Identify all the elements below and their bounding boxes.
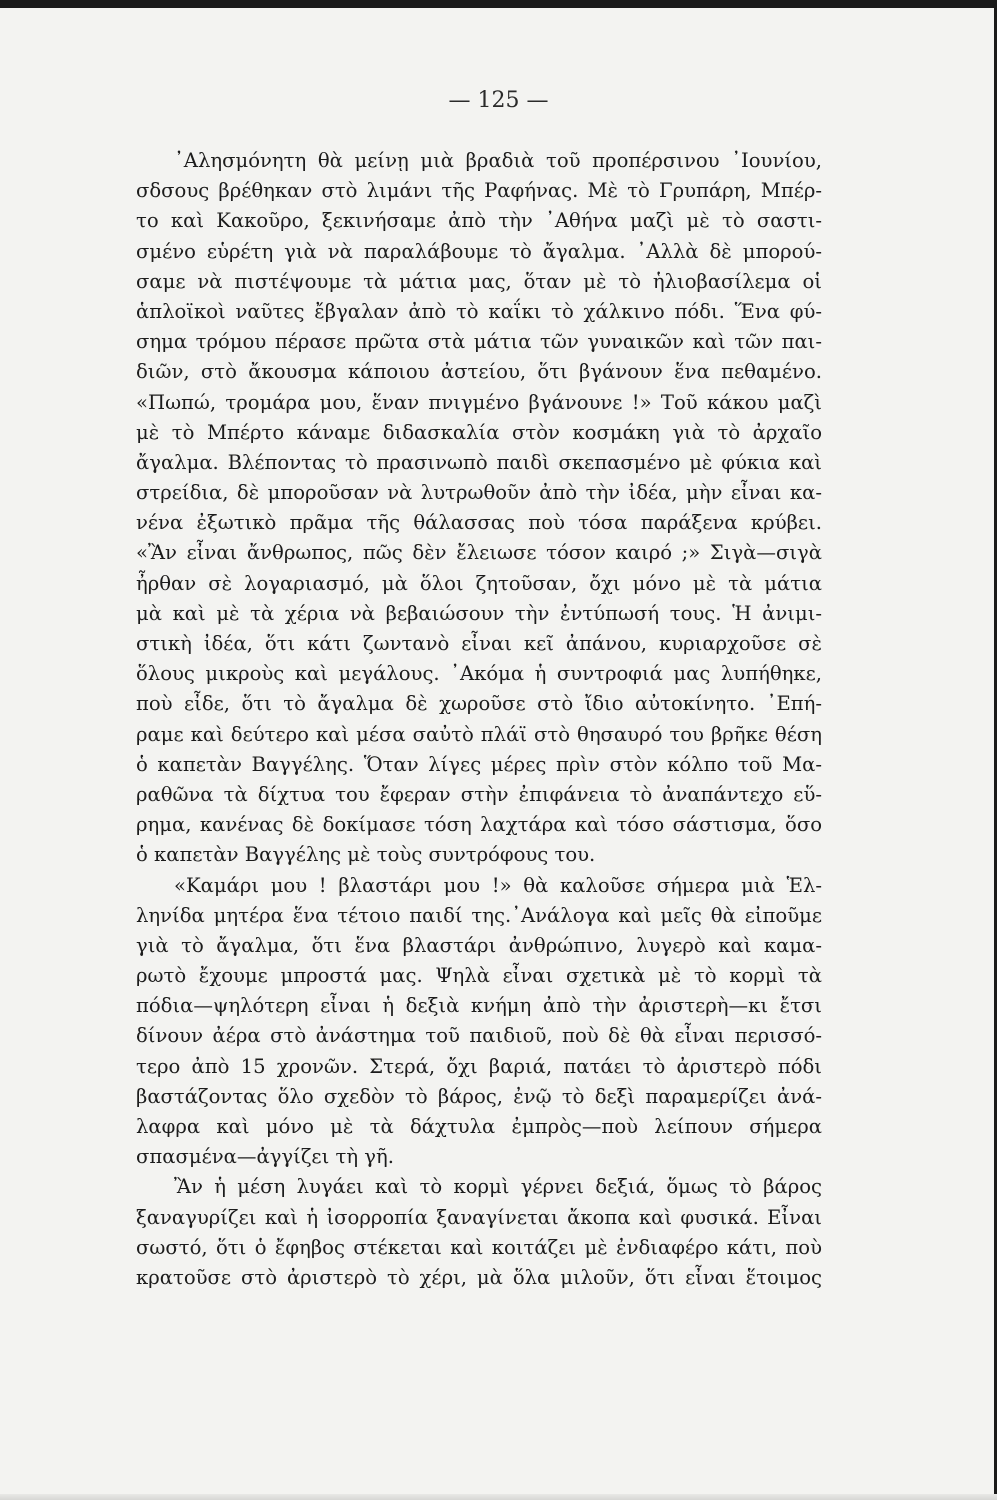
text-line: ὅλους μικροὺς καὶ μεγάλους. ᾿Ακόμα ἡ συντροφιά μας λυπήθηκε, [136, 662, 822, 686]
text-line: το καὶ Κακοῦρο, ξεκινήσαμε ἀπὸ τὴν ᾿Αθήνα μαζὶ μὲ τὸ σαστι- [136, 209, 822, 233]
text-line: ληνίδα μητέρα ἕνα τέτοιο παιδί της.᾿Ανάλογα καὶ μεῖς θὰ εἰποῦμε [136, 903, 822, 927]
text-line: νένα ἐξωτικὸ πρᾶμα τῆς θάλασσας ποὺ τόσα παράξενα κρύβει. [136, 511, 822, 535]
text-line: σπασμένα—ἀγγίζει τὴ γῆ. [136, 1145, 394, 1169]
text-line: τερο ἀπὸ 15 χρονῶν. Στερά, ὄχι βαριά, πατάει τὸ ἀριστερὸ πόδι [136, 1054, 822, 1078]
text-line: «Ἂν εἶναι ἄνθρωπος, πῶς δὲν ἔλειωσε τόσον καιρό ;» Σιγὰ—σιγὰ [136, 541, 822, 565]
text-line: ξαναγυρίζει καὶ ἡ ἰσορροπία ξαναγίνεται ἄκοπα καὶ φυσικά. Εἶναι [136, 1205, 822, 1229]
text-line: δίνουν ἀέρα στὸ ἀνάστημα τοῦ παιδιοῦ, ποὺ δὲ θὰ εἶναι περισσό- [136, 1024, 822, 1048]
body-text [136, 146, 822, 1293]
text-line: ἄγαλμα. Βλέποντας τὸ πρασινωπὸ παιδὶ σκεπασμένο μὲ φύκια καὶ [136, 450, 822, 474]
text-line: σημα τρόμου πέρασε πρῶτα στὰ μάτια τῶν γυναικῶν καὶ τῶν παι- [136, 330, 822, 354]
text-line: σωστό, ὅτι ὁ ἔφηβος στέκεται καὶ κοιτάζει μὲ ἐνδιαφέρο κάτι, ποὺ [136, 1235, 822, 1259]
text-line: ρωτὸ ἔχουμε μπροστά μας. Ψηλὰ εἶναι σχετικὰ μὲ τὸ κορμὶ τὰ [136, 964, 822, 988]
text-line: βαστάζοντας ὅλο σχεδὸν τὸ βάρος, ἐνῷ τὸ δεξὶ παραμερίζει ἀνά- [136, 1084, 822, 1108]
text-line: στρείδια, δὲ μποροῦσαν νὰ λυτρωθοῦν ἀπὸ τὴν ἰδέα, μὴν εἶναι κα- [136, 481, 822, 505]
text-line: σδσους βρέθηκαν στὸ λιμάνι τῆς Ραφήνας. Μὲ τὸ Γρυπάρη, Μπέρ- [136, 179, 822, 203]
text-line: σμένο εὑρέτη γιὰ νὰ παραλάβουμε τὸ ἄγαλμα. ᾿Αλλὰ δὲ μπορού- [136, 239, 822, 263]
text-line: μὰ καὶ μὲ τὰ χέρια νὰ βεβαιώσουν τὴν ἐντύπωσή τους. Ἡ ἀνιμι- [136, 601, 822, 625]
text-line: κρατοῦσε στὸ ἀριστερὸ τὸ χέρι, μὰ ὅλα μιλοῦν, ὅτι εἶναι ἕτοιμος [136, 1265, 822, 1289]
text-line: ὁ καπετὰν Βαγγέλης. Ὅταν λίγες μέρες πρὶν στὸν κόλπο τοῦ Μα- [136, 752, 822, 776]
text-line: ᾿Αλησμόνητη θὰ μείνῃ μιὰ βραδιὰ τοῦ προπέρσινου ᾿Ιουνίου, [174, 149, 822, 172]
text-line: λαφρα καὶ μόνο μὲ τὰ δάχτυλα ἐμπρὸς—ποὺ λείπουν σήμερα [136, 1115, 822, 1138]
text-line: ραμε καὶ δεύτερο καὶ μέσα σαὐτὸ πλάϊ στὸ θησαυρό του βρῆκε θέση [136, 722, 822, 746]
text-line: ἦρθαν σὲ λογαριασμό, μὰ ὅλοι ζητοῦσαν, ὄχι μόνο μὲ τὰ μάτια [136, 571, 822, 595]
text-line: ρημα, κανένας δὲ δοκίμασε τόση λαχτάρα καὶ τόσο σάστισμα, ὅσο [136, 813, 822, 837]
text-line: μὲ τὸ Μπέρτο κάναμε διδασκαλία στὸν κοσμάκη γιὰ τὸ ἀρχαῖο [136, 420, 822, 444]
text-line: «Καμάρι μου ! βλαστάρι μου !» θὰ καλοῦσε σήμερα μιὰ Ἑλ- [174, 873, 822, 897]
text-line: γιὰ τὸ ἄγαλμα, ὅτι ἕνα βλαστάρι ἀνθρώπινο, λυγερὸ καὶ καμα- [136, 933, 822, 957]
text-line: «Πωπώ, τρομάρα μου, ἕναν πνιγμένο βγάνουνε !» Τοῦ κάκου μαζὶ [136, 390, 822, 414]
text-line: σαμε νὰ πιστέψουμε τὰ μάτια μας, ὅταν μὲ τὸ ἡλιοβασίλεμα οἱ [136, 269, 822, 293]
scan-bottom-edge [0, 1494, 997, 1500]
text-line: ὁ καπετὰν Βαγγέλης μὲ τοὺς συντρόφους του. [136, 843, 596, 867]
text-line: ἁπλοϊκοὶ ναῦτες ἔβγαλαν ἀπὸ τὸ καΐκι τὸ χάλκινο πόδι. Ἕνα φύ- [136, 299, 822, 323]
text-line: Ἂν ἡ μέση λυγάει καὶ τὸ κορμὶ γέρνει δεξιά, ὅμως τὸ βάρος [174, 1175, 822, 1199]
text-line: ραθῶνα τὰ δίχτυα του ἔφεραν στὴν ἐπιφάνεια τὸ ἀναπάντεχο εὕ- [136, 782, 822, 806]
text-line: πόδια—ψηλότερη εἶναι ἡ δεξιὰ κνήμη ἀπὸ τὴν ἀριστερὴ—κι ἔτσι [136, 994, 822, 1018]
text-line: ποὺ εἶδε, ὅτι τὸ ἄγαλμα δὲ χωροῦσε στὸ ἴδιο αὐτοκίνητο. ᾿Επή- [136, 692, 822, 716]
text-line: στικὴ ἰδέα, ὅτι κάτι ζωντανὸ εἶναι κεῖ ἀπάνου, κυριαρχοῦσε σὲ [136, 632, 822, 655]
page-number: — 125 — [448, 88, 549, 113]
scan-top-border [0, 0, 997, 8]
text-line: διῶν, στὸ ἄκουσμα κάποιου ἀστείου, ὅτι βγάνουν ἕνα πεθαμένο. [136, 360, 822, 384]
